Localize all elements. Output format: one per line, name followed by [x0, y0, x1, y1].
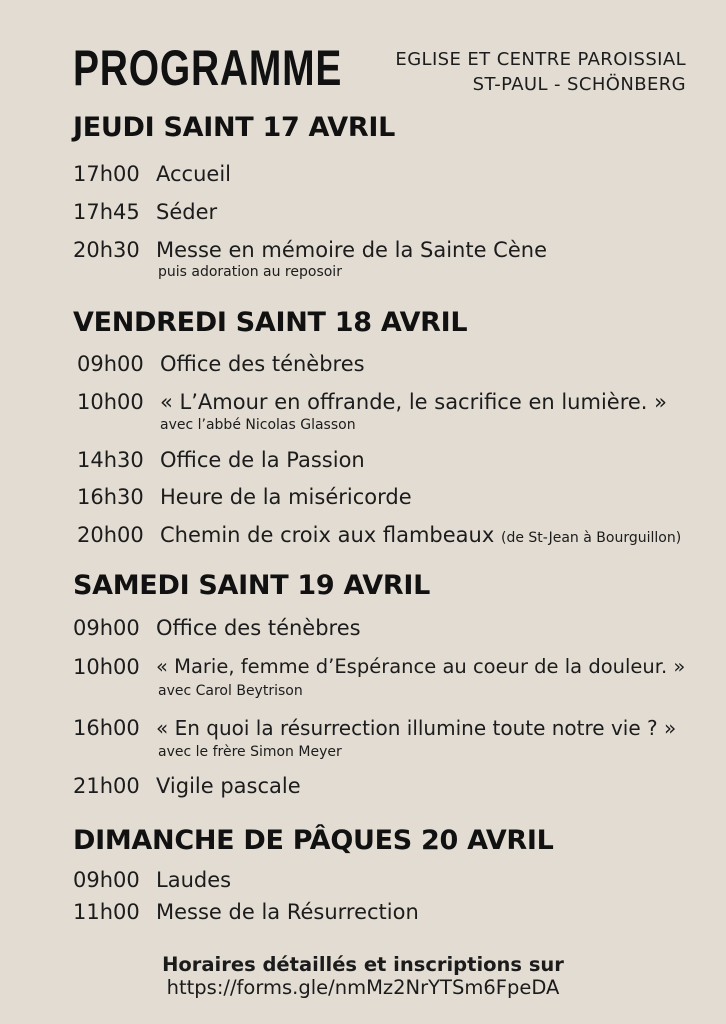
event-time: 17h00	[73, 162, 140, 186]
event-time: 10h00	[77, 390, 144, 414]
event-title: « Marie, femme d’Espérance au coeur de la douleur. »	[156, 655, 686, 678]
event-note: (de St-Jean à Bourguillon)	[500, 530, 682, 546]
event-title: Office des ténèbres	[156, 616, 361, 640]
event-title: Accueil	[156, 162, 231, 186]
event-subtitle: avec le frère Simon Meyer	[158, 744, 342, 760]
event-time: 16h00	[73, 716, 140, 740]
event-title: Heure de la miséricorde	[160, 485, 412, 509]
organization-block	[395, 47, 686, 97]
day-heading-friday: VENDREDI SAINT 18 AVRIL	[73, 307, 468, 338]
event-time: 14h30	[77, 448, 144, 472]
event-subtitle: avec l’abbé Nicolas Glasson	[160, 417, 356, 433]
day-heading-sunday: DIMANCHE DE PÂQUES 20 AVRIL	[73, 825, 554, 856]
event-time: 20h00	[77, 523, 144, 547]
organization-line-1: EGLISE ET CENTRE PAROISSIAL	[395, 49, 686, 70]
event-title: Chemin de croix aux flambeaux	[160, 523, 495, 547]
event-title-with-note	[160, 522, 681, 551]
event-time: 17h45	[73, 200, 140, 224]
event-time: 16h30	[77, 485, 144, 509]
event-title: « En quoi la résurrection illumine toute notre vie ? »	[156, 716, 677, 740]
event-time: 11h00	[73, 900, 140, 924]
event-time: 09h00	[77, 352, 144, 376]
event-title: Messe de la Résurrection	[156, 900, 419, 924]
footer-caption: Horaires détaillés et inscriptions sur	[162, 953, 564, 976]
event-time: 09h00	[73, 868, 140, 892]
day-heading-thursday: JEUDI SAINT 17 AVRIL	[73, 112, 396, 143]
event-time: 09h00	[73, 616, 140, 640]
event-time: 21h00	[73, 774, 140, 798]
registration-link[interactable]: https://forms.gle/nmMz2NrYTSm6FpeDA	[166, 976, 560, 999]
event-title: Office de la Passion	[160, 448, 365, 472]
event-subtitle: avec Carol Beytrison	[158, 683, 303, 699]
page-title: PROGRAMME	[73, 40, 343, 96]
event-subtitle: puis adoration au reposoir	[158, 264, 342, 280]
event-title: Laudes	[156, 868, 232, 892]
event-time: 20h30	[73, 238, 140, 262]
organization-line-2: ST-PAUL - SCHÖNBERG	[472, 74, 686, 95]
day-heading-saturday: SAMEDI SAINT 19 AVRIL	[73, 570, 430, 601]
event-title: Vigile pascale	[156, 774, 301, 798]
event-time: 10h00	[73, 655, 140, 679]
event-title: « L’Amour en offrande, le sacrifice en lumière. »	[160, 390, 667, 414]
event-title: Office des ténèbres	[160, 352, 365, 376]
event-title: Messe en mémoire de la Sainte Cène	[156, 238, 547, 262]
event-title: Séder	[156, 200, 218, 224]
